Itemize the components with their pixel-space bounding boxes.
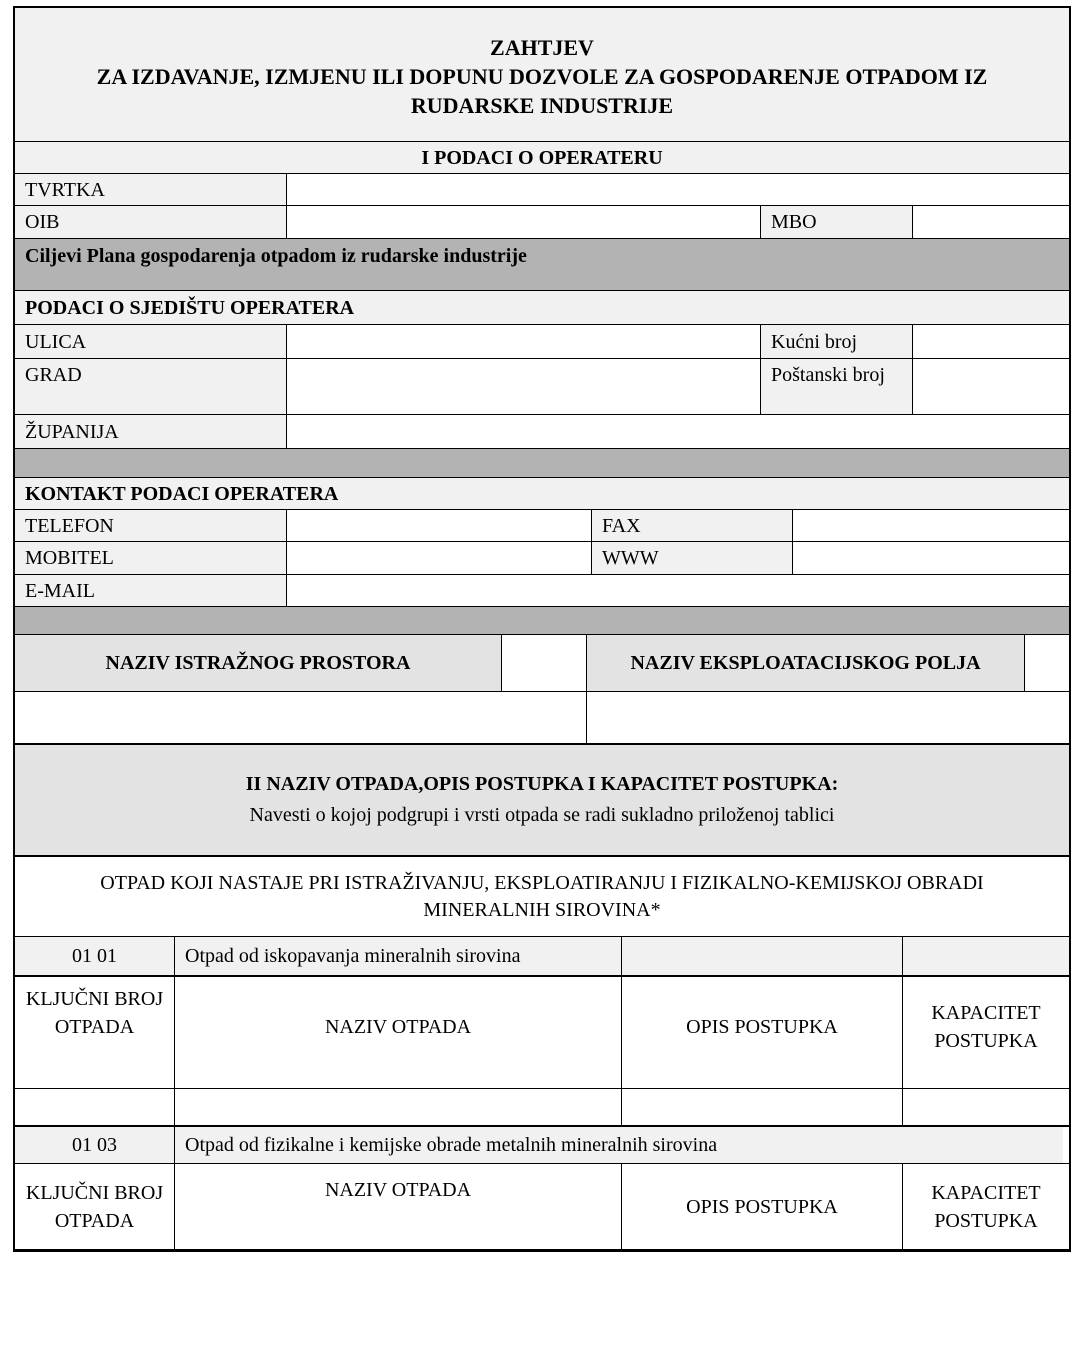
form-title-line-1: ZAHTJEV <box>490 35 594 60</box>
mobitel-label: MOBITEL <box>15 542 287 574</box>
eksploatacijsko-polje-header: NAZIV EKSPLOATACIJSKOG POLJA <box>587 635 1025 691</box>
naziv-otpada-header: NAZIV OTPADA <box>175 1164 622 1249</box>
eksploatacijsko-polje-side-cell[interactable] <box>1025 635 1069 691</box>
section-2-subtitle: Navesti o kojoj podgrupi i vrsti otpada se radi sukladno priloženoj tablici <box>249 804 835 826</box>
www-input[interactable] <box>793 542 1069 574</box>
eksploatacijsko-polje-input[interactable] <box>587 692 1069 743</box>
kapacitet-postupka-header: KAPACITET POSTUPKA <box>931 1181 1041 1232</box>
section-2-header <box>15 745 1069 855</box>
waste-group-code: 01 03 <box>15 1127 175 1163</box>
kljucni-broj-header: KLJUČNI BROJ OTPADA <box>15 1164 175 1249</box>
ulica-input[interactable] <box>287 325 761 358</box>
tvrtka-label: TVRTKA <box>15 174 287 205</box>
form-title <box>15 8 1069 141</box>
waste-group-cell <box>903 937 1069 975</box>
fax-label: FAX <box>592 510 793 541</box>
waste-opis-input[interactable] <box>622 1089 903 1125</box>
ulica-label: ULICA <box>15 325 287 358</box>
telefon-label: TELEFON <box>15 510 287 541</box>
fax-input[interactable] <box>793 510 1069 541</box>
kljucni-broj-header: KLJUČNI BROJ OTPADA <box>15 977 175 1088</box>
waste-name-input[interactable] <box>175 1089 622 1125</box>
mbo-input[interactable] <box>913 206 1069 238</box>
postanski-broj-input[interactable] <box>913 359 1069 414</box>
waste-group-code: 01 01 <box>15 937 175 975</box>
spacer-bar <box>15 449 1069 477</box>
naziv-otpada-header: NAZIV OTPADA <box>175 977 622 1088</box>
opis-postupka-header: OPIS POSTUPKA <box>622 977 903 1088</box>
oib-label: OIB <box>15 206 287 238</box>
email-label: E-MAIL <box>15 575 287 606</box>
telefon-input[interactable] <box>287 510 592 541</box>
waste-group-name: Otpad od fizikalne i kemijske obrade metalnih mineralnih sirovina <box>175 1127 1063 1163</box>
waste-group-name: Otpad od iskopavanja mineralnih sirovina <box>175 937 622 975</box>
tvrtka-input[interactable] <box>287 174 1069 205</box>
postanski-broj-label: Poštanski broj <box>761 359 913 414</box>
www-label: WWW <box>592 542 793 574</box>
mbo-label: MBO <box>761 206 913 238</box>
ciljevi-bar: Ciljevi Plana gospodarenja otpadom iz rudarske industrije <box>15 239 1069 290</box>
waste-permit-form <box>13 6 1071 1252</box>
zupanija-label: ŽUPANIJA <box>15 415 287 448</box>
email-input[interactable] <box>287 575 1069 606</box>
section-kontakt-header: KONTAKT PODACI OPERATERA <box>15 478 1069 509</box>
istrazni-prostor-input[interactable] <box>15 692 587 743</box>
spacer-bar <box>15 607 1069 634</box>
kucni-broj-input[interactable] <box>913 325 1069 358</box>
waste-kapacitet-input[interactable] <box>903 1089 1069 1125</box>
opis-postupka-header: OPIS POSTUPKA <box>622 1164 903 1249</box>
grad-input[interactable] <box>287 359 761 414</box>
kucni-broj-label: Kućni broj <box>761 325 913 358</box>
waste-category-note: OTPAD KOJI NASTAJE PRI ISTRAŽIVANJU, EKSPLOATIRANJU I FIZIKALNO-KEMIJSKOJ OBRADI MINERALNIH SIROVINA* <box>100 871 984 921</box>
form-title-line-3: RUDARSKE INDUSTRIJE <box>410 93 674 118</box>
istrazni-prostor-header: NAZIV ISTRAŽNOG PROSTORA <box>15 635 502 691</box>
form-title-line-2: ZA IZDAVANJE, IZMJENU ILI DOPUNU DOZVOLE ZA GOSPODARENJE OTPADOM IZ <box>96 64 988 89</box>
oib-input[interactable] <box>287 206 761 238</box>
zupanija-input[interactable] <box>287 415 1069 448</box>
section-sjediste-header: PODACI O SJEDIŠTU OPERATERA <box>15 291 1069 324</box>
mobitel-input[interactable] <box>287 542 592 574</box>
section-2-title: II NAZIV OTPADA,OPIS POSTUPKA I KAPACITET POSTUPKA: <box>245 773 839 795</box>
grad-label: GRAD <box>15 359 287 414</box>
section-operator-header: I PODACI O OPERATERU <box>15 142 1069 173</box>
kapacitet-postupka-header: KAPACITET POSTUPKA <box>931 1002 1041 1052</box>
waste-code-input[interactable] <box>15 1089 175 1125</box>
istrazni-prostor-side-cell[interactable] <box>502 635 587 691</box>
waste-group-cell <box>622 937 903 975</box>
